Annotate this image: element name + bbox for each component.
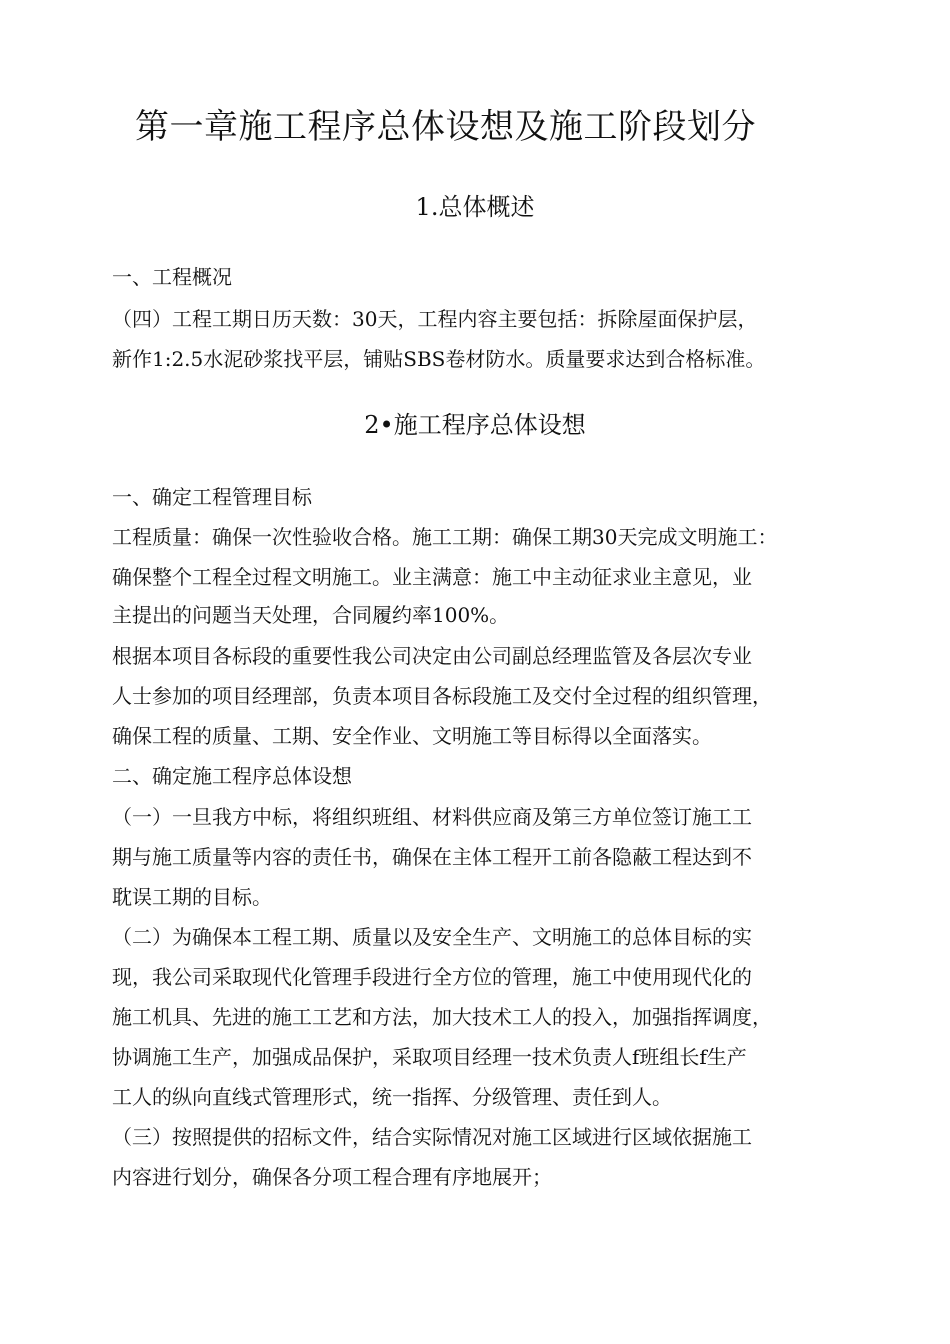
sub-heading-management-goals: 一、确定工程管理目标 <box>112 485 312 509</box>
paragraph-line: 新作1:2.5水泥砂浆找平层，铺贴SBS卷材防水。质量要求达到合格标准。 <box>112 347 766 371</box>
paragraph-line: 主提出的问题当天处理，合同履约率100%。 <box>112 603 510 627</box>
chapter-title: 第一章施工程序总体设想及施工阶段划分 <box>135 107 756 147</box>
section-heading-overview: 1.总体概述 <box>415 193 535 221</box>
paragraph-line: （三）按照提供的招标文件，结合实际情况对施工区域进行区域依据施工 <box>112 1125 752 1149</box>
sub-heading-procedure-plan: 二、确定施工程序总体设想 <box>112 764 352 788</box>
paragraph-line: 工人的纵向直线式管理形式，统一指挥、分级管理、责任到人。 <box>112 1085 672 1109</box>
paragraph-line: 工程质量：确保一次性验收合格。施工工期：确保工期30天完成文明施工： <box>112 525 778 549</box>
sub-heading-project-overview: 一、工程概况 <box>112 265 232 289</box>
paragraph-line: （四）工程工期日历天数：30天，工程内容主要包括：拆除屋面保护层， <box>112 307 758 331</box>
paragraph-line: 施工机具、先进的施工工艺和方法，加大技术工人的投入，加强指挥调度， <box>112 1005 772 1029</box>
paragraph-line: （二）为确保本工程工期、质量以及安全生产、文明施工的总体目标的实 <box>112 925 752 949</box>
paragraph-line: 确保整个工程全过程文明施工。业主满意：施工中主动征求业主意见，业 <box>112 565 752 589</box>
section-heading-procedure: 2•施工程序总体设想 <box>364 411 586 439</box>
paragraph-line: 期与施工质量等内容的责任书，确保在主体工程开工前各隐蔽工程达到不 <box>112 845 752 869</box>
paragraph-line: 确保工程的质量、工期、安全作业、文明施工等目标得以全面落实。 <box>112 724 712 748</box>
paragraph-line: 根据本项目各标段的重要性我公司决定由公司副总经理监管及各层次专业 <box>112 644 752 668</box>
paragraph-line: 耽误工期的目标。 <box>112 885 272 909</box>
paragraph-line: 现，我公司采取现代化管理手段进行全方位的管理，施工中使用现代化的 <box>112 965 752 989</box>
paragraph-line: 内容进行划分，确保各分项工程合理有序地展开； <box>112 1165 552 1189</box>
paragraph-line: 协调施工生产，加强成品保护，采取项目经理一技术负责人f班组长f生产 <box>112 1045 747 1069</box>
paragraph-line: （一）一旦我方中标，将组织班组、材料供应商及第三方单位签订施工工 <box>112 805 752 829</box>
paragraph-line: 人士参加的项目经理部，负责本项目各标段施工及交付全过程的组织管理， <box>112 684 772 708</box>
